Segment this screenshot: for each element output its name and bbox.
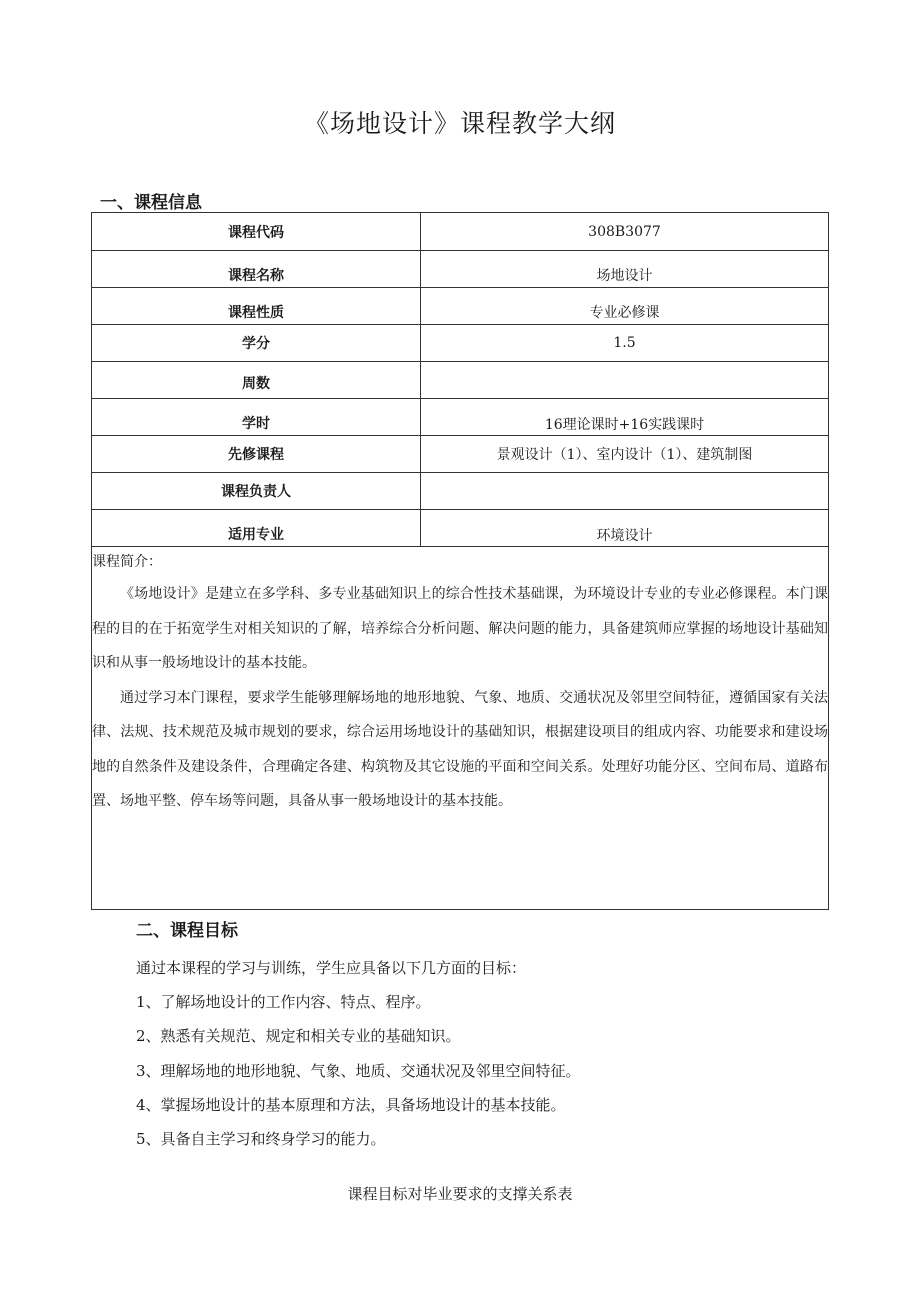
- table-row: [92, 325, 829, 362]
- info-label: 课程名称: [92, 251, 421, 288]
- info-label: 课程负责人: [92, 473, 421, 510]
- info-value: 308B3077: [421, 213, 829, 251]
- table-row: [92, 251, 829, 288]
- goals-list: [136, 956, 581, 1161]
- table-row: [92, 510, 829, 547]
- info-value: 景观设计（1）、室内设计（1）、建筑制图: [421, 436, 829, 473]
- table-row: [92, 213, 829, 251]
- info-label: 课程代码: [92, 213, 421, 251]
- table-row: [92, 473, 829, 510]
- info-value: 16理论课时+16实践课时: [421, 399, 829, 436]
- list-item: 4、掌握场地设计的基本原理和方法，具备场地设计的基本技能。: [136, 1095, 566, 1114]
- info-value: 环境设计: [421, 510, 829, 547]
- course-info-table: [91, 212, 829, 910]
- info-label: 先修课程: [92, 436, 421, 473]
- table-row: [92, 547, 829, 910]
- info-value: [421, 473, 829, 510]
- list-item: 5、具备自主学习和终身学习的能力。: [136, 1129, 386, 1148]
- info-value: 专业必修课: [421, 288, 829, 325]
- section-heading-course-info: 一、课程信息: [100, 193, 202, 213]
- info-label: 适用专业: [92, 510, 421, 547]
- info-value: 场地设计: [421, 251, 829, 288]
- table-row: [92, 288, 829, 325]
- table-caption: 课程目标对毕业要求的支撑关系表: [347, 1185, 573, 1203]
- goals-intro: 通过本课程的学习与训练，学生应具备以下几方面的目标：: [136, 959, 527, 977]
- list-item: 2、熟悉有关规范、规定和相关专业的基础知识。: [136, 1027, 461, 1046]
- info-label: 周数: [92, 362, 421, 399]
- intro-label: 课程简介：: [92, 554, 162, 570]
- section-heading-course-goals: 二、课程目标: [136, 921, 238, 941]
- table-row: [92, 399, 829, 436]
- table-row: [92, 362, 829, 399]
- document-title: 《场地设计》课程教学大纲: [303, 109, 616, 138]
- list-item: 3、理解场地的地形地貌、气象、地质、交通状况及邻里空间特征。: [136, 1061, 581, 1080]
- info-label: 课程性质: [92, 288, 421, 325]
- info-label: 学时: [92, 399, 421, 436]
- table-row: [92, 436, 829, 473]
- intro-paragraph: 《场地设计》是建立在多学科、多专业基础知识上的综合性技术基础课，为环境设计专业的专业必修课程。本门课程的目的在于拓宽学生对相关知识的了解，培养综合分析问题、解决问题的能力，具备建筑师应掌握的场地设计基础知识和从事一般场地设计的基本技能。: [92, 586, 828, 671]
- list-item: 1、了解场地设计的工作内容、特点、程序。: [136, 993, 431, 1012]
- info-value: 1.5: [421, 325, 829, 362]
- info-label: 学分: [92, 325, 421, 362]
- course-intro-cell: [92, 547, 829, 910]
- info-value: [421, 362, 829, 399]
- intro-paragraph: 通过学习本门课程，要求学生能够理解场地的地形地貌、气象、地质、交通状况及邻里空间特征，遵循国家有关法律、法规、技术规范及城市规划的要求，综合运用场地设计的基础知识，根据建设项目的组成内容、功能要求和建设场地的自然条件及建设条件，合理确定各建、构筑物及其它设施的平面和空间关系。处理好功能分区、空间布局、道路布置、场地平整、停车场等问题，具备从事一般场地设计的基本技能。: [92, 689, 828, 809]
